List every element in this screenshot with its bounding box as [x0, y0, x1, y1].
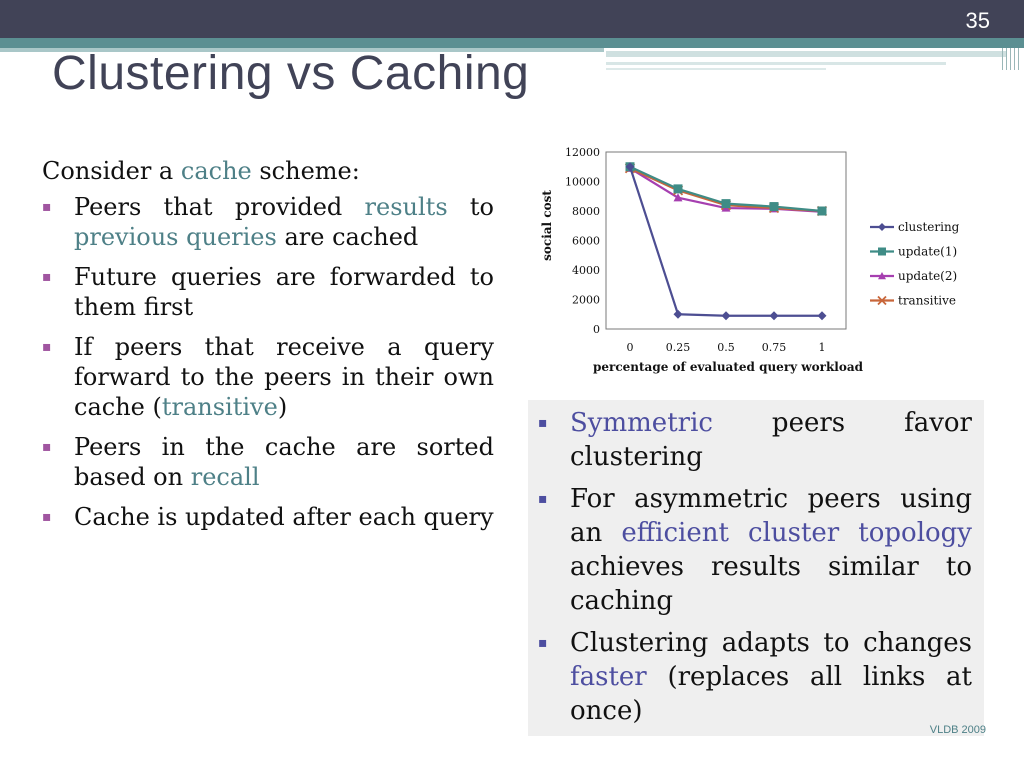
bullet-highlight: transitive [161, 393, 278, 421]
bullet-text: Cache is updated after each query [74, 503, 494, 531]
list-item [538, 482, 972, 618]
list-item [42, 432, 494, 492]
list-item [42, 192, 494, 252]
plot-area [606, 152, 846, 329]
data-point-update(1) [674, 184, 683, 193]
right-bullet-list [528, 400, 984, 728]
bullet-text: If peers that receive a query forward to the peers in their own cache ( [74, 333, 494, 421]
data-point-update(1) [770, 202, 779, 211]
slide-number: 35 [965, 8, 990, 33]
y-tick-label: 10000 [565, 175, 600, 189]
bullet-text: Peers in the cache are sorted based on [74, 433, 494, 491]
bullet-text: For asymmetric peers using an [570, 484, 972, 548]
legend-label: transitive [898, 293, 956, 308]
left-bullet-list [42, 192, 494, 532]
line-chart [530, 140, 980, 385]
decor-line [606, 51, 1006, 57]
footer-label: VLDB 2009 [929, 724, 986, 736]
x-tick-label: 0 [626, 341, 634, 354]
legend-label: update(1) [898, 244, 958, 259]
legend-label: clustering [898, 220, 960, 234]
y-tick-label: 2000 [572, 293, 600, 307]
x-tick-label: 1 [818, 341, 826, 354]
decor-line [606, 62, 946, 65]
y-tick-label: 4000 [572, 264, 600, 277]
intro-line [42, 156, 494, 186]
bullet-highlight: previous queries [74, 223, 277, 251]
decor-stripes [1002, 48, 1022, 70]
legend-label: update(2) [898, 269, 958, 283]
y-tick-label: 8000 [572, 205, 600, 218]
intro-highlight: cache [180, 157, 252, 185]
legend-marker [878, 223, 886, 231]
data-point-update(1) [818, 207, 827, 216]
bullet-highlight: faster [570, 662, 647, 692]
bullet-highlight: Symmetric [570, 408, 713, 438]
bullet-highlight: results [364, 193, 448, 221]
bullet-text: Future queries are forwarded to them first [74, 263, 494, 321]
legend-marker [878, 248, 886, 256]
x-tick-label: 0.75 [761, 341, 787, 354]
y-axis-label: social cost [540, 190, 554, 261]
x-tick-label: 0.25 [665, 341, 691, 354]
list-item [538, 626, 972, 728]
y-tick-label: 12000 [565, 146, 600, 159]
bullet-text: Clustering adapts to changes [570, 628, 972, 658]
bullet-icon: ▪ [42, 509, 52, 525]
left-text-panel [42, 156, 494, 542]
bullet-text: (replaces all links at once) [570, 662, 972, 726]
intro-text: scheme: [251, 157, 360, 185]
bullet-icon: ▪ [538, 491, 548, 507]
slide-title: Clustering vs Caching [52, 47, 530, 100]
y-tick-label: 0 [593, 323, 600, 336]
list-item [42, 262, 494, 322]
right-text-panel [528, 400, 984, 736]
y-tick-label: 6000 [572, 234, 600, 248]
list-item [538, 406, 972, 474]
decor-line [606, 68, 826, 70]
intro-text: Consider a [42, 157, 181, 185]
bullet-text: peers favor clustering [570, 408, 972, 472]
bullet-icon: ▪ [42, 339, 52, 355]
bullet-icon: ▪ [42, 199, 52, 215]
list-item [42, 332, 494, 422]
bullet-text: Peers that provided [74, 193, 365, 221]
x-tick-label: 0.5 [717, 341, 735, 354]
bullet-highlight: efficient cluster topology [621, 518, 972, 548]
data-point-update(1) [722, 199, 731, 208]
bullet-text: achieves results similar to caching [570, 552, 972, 616]
list-item [42, 502, 494, 532]
x-axis-label: percentage of evaluated query workload [593, 360, 863, 374]
bullet-icon: ▪ [42, 269, 52, 285]
bullet-text: ) [277, 393, 288, 421]
bullet-text: to [447, 193, 494, 221]
bullet-icon: ▪ [538, 635, 548, 651]
bullet-icon: ▪ [42, 439, 52, 455]
bullet-icon: ▪ [538, 415, 548, 431]
bullet-text: are cached [276, 223, 419, 251]
header-bar [0, 0, 1024, 38]
bullet-highlight: recall [190, 463, 260, 491]
